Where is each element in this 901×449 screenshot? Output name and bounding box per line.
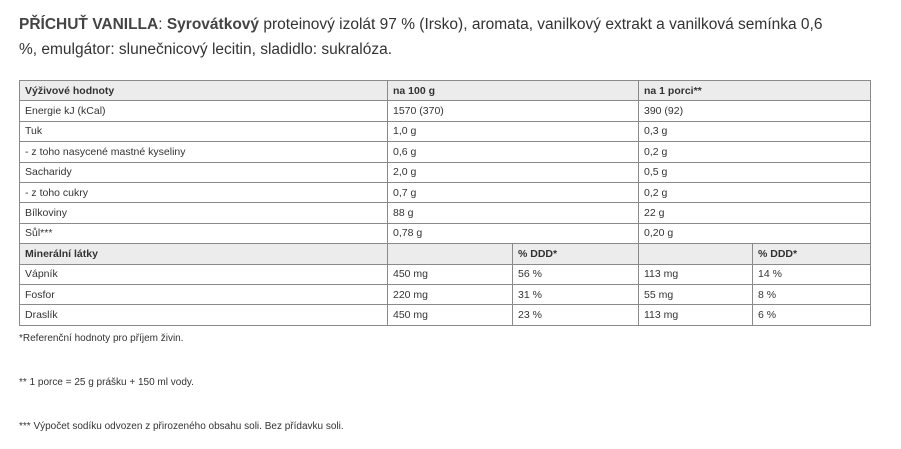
nutrient-name: - z toho nasycené mastné kyseliny [20,142,388,162]
header-per-portion: na 1 porci** [639,81,871,101]
mineral-per-portion: 55 mg [639,284,753,304]
footnote-portion: ** 1 porce = 25 g prášku + 150 ml vody. [19,377,194,388]
mineral-per-100g: 220 mg [388,284,513,304]
header-blank [639,244,753,264]
header-nutrition-values: Výživové hodnoty [20,81,388,101]
mineral-row [20,284,871,304]
nutrition-row [20,142,871,162]
value-per-100g: 2,0 g [388,162,639,182]
value-per-portion: 390 (92) [639,101,871,121]
mineral-per-portion: 113 mg [639,264,753,284]
ingredients-text-line1: proteinový izolát 97 % (Irsko), aromata, vanilkový extrakt a vanilková semínka 0,6 [263,16,823,33]
flavor-colon: : [158,16,163,33]
value-per-100g: 0,78 g [388,223,639,243]
header-ddd-portion: % DDD* [753,244,871,264]
nutrition-row [20,203,871,223]
nutrient-name: - z toho cukry [20,182,388,202]
value-per-portion: 0,2 g [639,182,871,202]
value-per-portion: 22 g [639,203,871,223]
header-blank [388,244,513,264]
mineral-ddd-portion: 6 % [753,305,871,325]
header-per-100g: na 100 g [388,81,639,101]
nutrition-table [19,80,871,326]
mineral-per-portion: 113 mg [639,305,753,325]
mineral-ddd-portion: 8 % [753,284,871,304]
nutrition-row [20,121,871,141]
nutrient-name: Tuk [20,121,388,141]
mineral-ddd-100g: 23 % [513,305,639,325]
minerals-header-row [20,244,871,264]
value-per-100g: 1,0 g [388,121,639,141]
value-per-portion: 0,5 g [639,162,871,182]
ingredient-bold: Syrovátkový [166,16,260,33]
value-per-100g: 88 g [388,203,639,223]
mineral-row [20,305,871,325]
nutrition-row [20,162,871,182]
nutrition-row [20,182,871,202]
header-ddd-100g: % DDD* [513,244,639,264]
mineral-per-100g: 450 mg [388,305,513,325]
footnote-sodium: *** Výpočet sodíku odvozen z přirozeného obsahu soli. Bez přídavku soli. [19,421,344,432]
nutrition-row [20,223,871,243]
mineral-name: Fosfor [20,284,388,304]
value-per-100g: 1570 (370) [388,101,639,121]
nutrient-name: Sůl*** [20,223,388,243]
mineral-ddd-100g: 31 % [513,284,639,304]
nutrition-row [20,101,871,121]
nutrition-header-row [20,81,871,101]
value-per-portion: 0,3 g [639,121,871,141]
mineral-ddd-100g: 56 % [513,264,639,284]
mineral-name: Vápník [20,264,388,284]
nutrient-name: Bílkoviny [20,203,388,223]
header-minerals: Minerální látky [20,244,388,264]
value-per-portion: 0,20 g [639,223,871,243]
value-per-portion: 0,2 g [639,142,871,162]
nutrient-name: Energie kJ (kCal) [20,101,388,121]
ingredients-paragraph [19,12,879,62]
ingredients-text-line2: %, emulgátor: slunečnicový lecitin, sladidlo: sukralóza. [19,41,393,58]
nutrient-name: Sacharidy [20,162,388,182]
value-per-100g: 0,6 g [388,142,639,162]
mineral-per-100g: 450 mg [388,264,513,284]
mineral-row [20,264,871,284]
value-per-100g: 0,7 g [388,182,639,202]
flavor-label: PŘÍCHUŤ VANILLA [19,16,159,33]
mineral-name: Draslík [20,305,388,325]
mineral-ddd-portion: 14 % [753,264,871,284]
footnote-reference-values: *Referenční hodnoty pro příjem živin. [19,333,184,344]
